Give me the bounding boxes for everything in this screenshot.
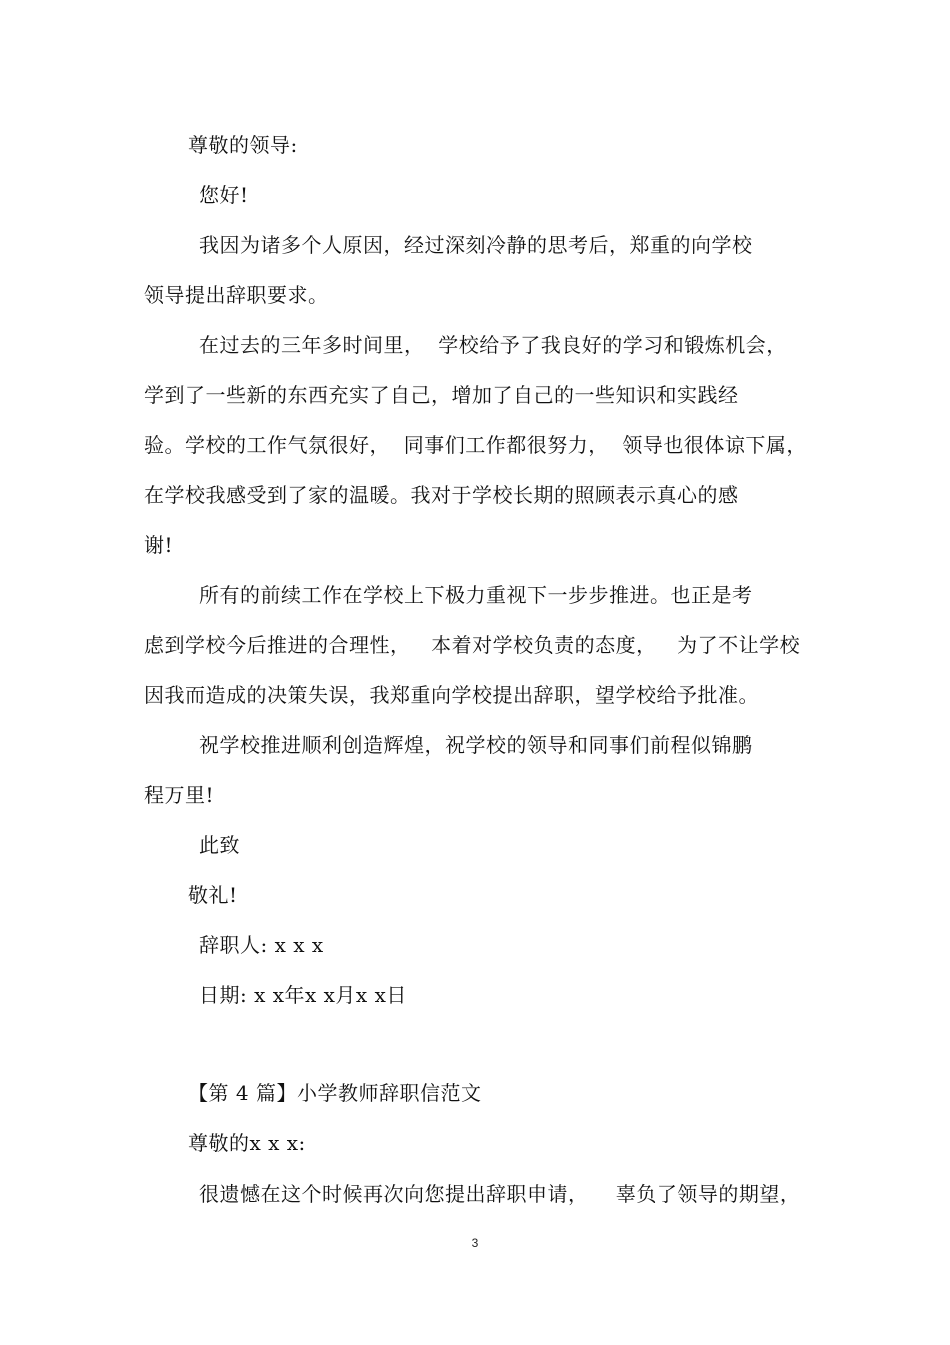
paragraph-line: 我因为诸多个人原因，经过深刻冷静的思考后，郑重的向学校 bbox=[199, 233, 753, 257]
salutation: 尊敬的x x x: bbox=[188, 1131, 306, 1155]
paragraph-line: 程万里! bbox=[144, 783, 215, 807]
greeting: 您好! bbox=[199, 183, 249, 207]
closing-line: 此致 bbox=[199, 833, 240, 857]
page-number: 3 bbox=[471, 1236, 479, 1250]
paragraph-line: 领导提出辞职要求。 bbox=[144, 283, 329, 307]
paragraph-line: 学到了一些新的东西充实了自己，增加了自己的一些知识和实践经 bbox=[144, 383, 739, 407]
paragraph-line: 在过去的三年多时间里， 学校给予了我良好的学习和锻炼机会， bbox=[199, 333, 787, 357]
date-line: 日期: x x年x x月x x日 bbox=[199, 983, 407, 1007]
paragraph-line: 因我而造成的决策失误，我郑重向学校提出辞职，望学校给予批准。 bbox=[144, 683, 759, 707]
closing-line: 敬礼! bbox=[188, 883, 238, 907]
paragraph-line: 祝学校推进顺利创造辉煌，祝学校的领导和同事们前程似锦鹏 bbox=[199, 733, 753, 757]
paragraph-line: 谢! bbox=[144, 533, 174, 557]
paragraph-line: 很遗憾在这个时候再次向您提出辞职申请， 辜负了领导的期望， bbox=[199, 1182, 801, 1206]
paragraph-line: 所有的前续工作在学校上下极力重视下一步步推进。也正是考 bbox=[199, 583, 753, 607]
section-heading: 【第 4 篇】小学教师辞职信范文 bbox=[188, 1081, 482, 1105]
paragraph-line: 在学校我感受到了家的温暖。我对于学校长期的照顾表示真心的感 bbox=[144, 483, 739, 507]
signature-line: 辞职人: x x x bbox=[199, 933, 324, 957]
paragraph-line: 虑到学校今后推进的合理性， 本着对学校负责的态度， 为了不让学校 bbox=[144, 633, 801, 657]
salutation: 尊敬的领导: bbox=[188, 133, 298, 157]
paragraph-line: 验。学校的工作气氛很好， 同事们工作都很努力， 领导也很体谅下属， bbox=[144, 433, 807, 457]
